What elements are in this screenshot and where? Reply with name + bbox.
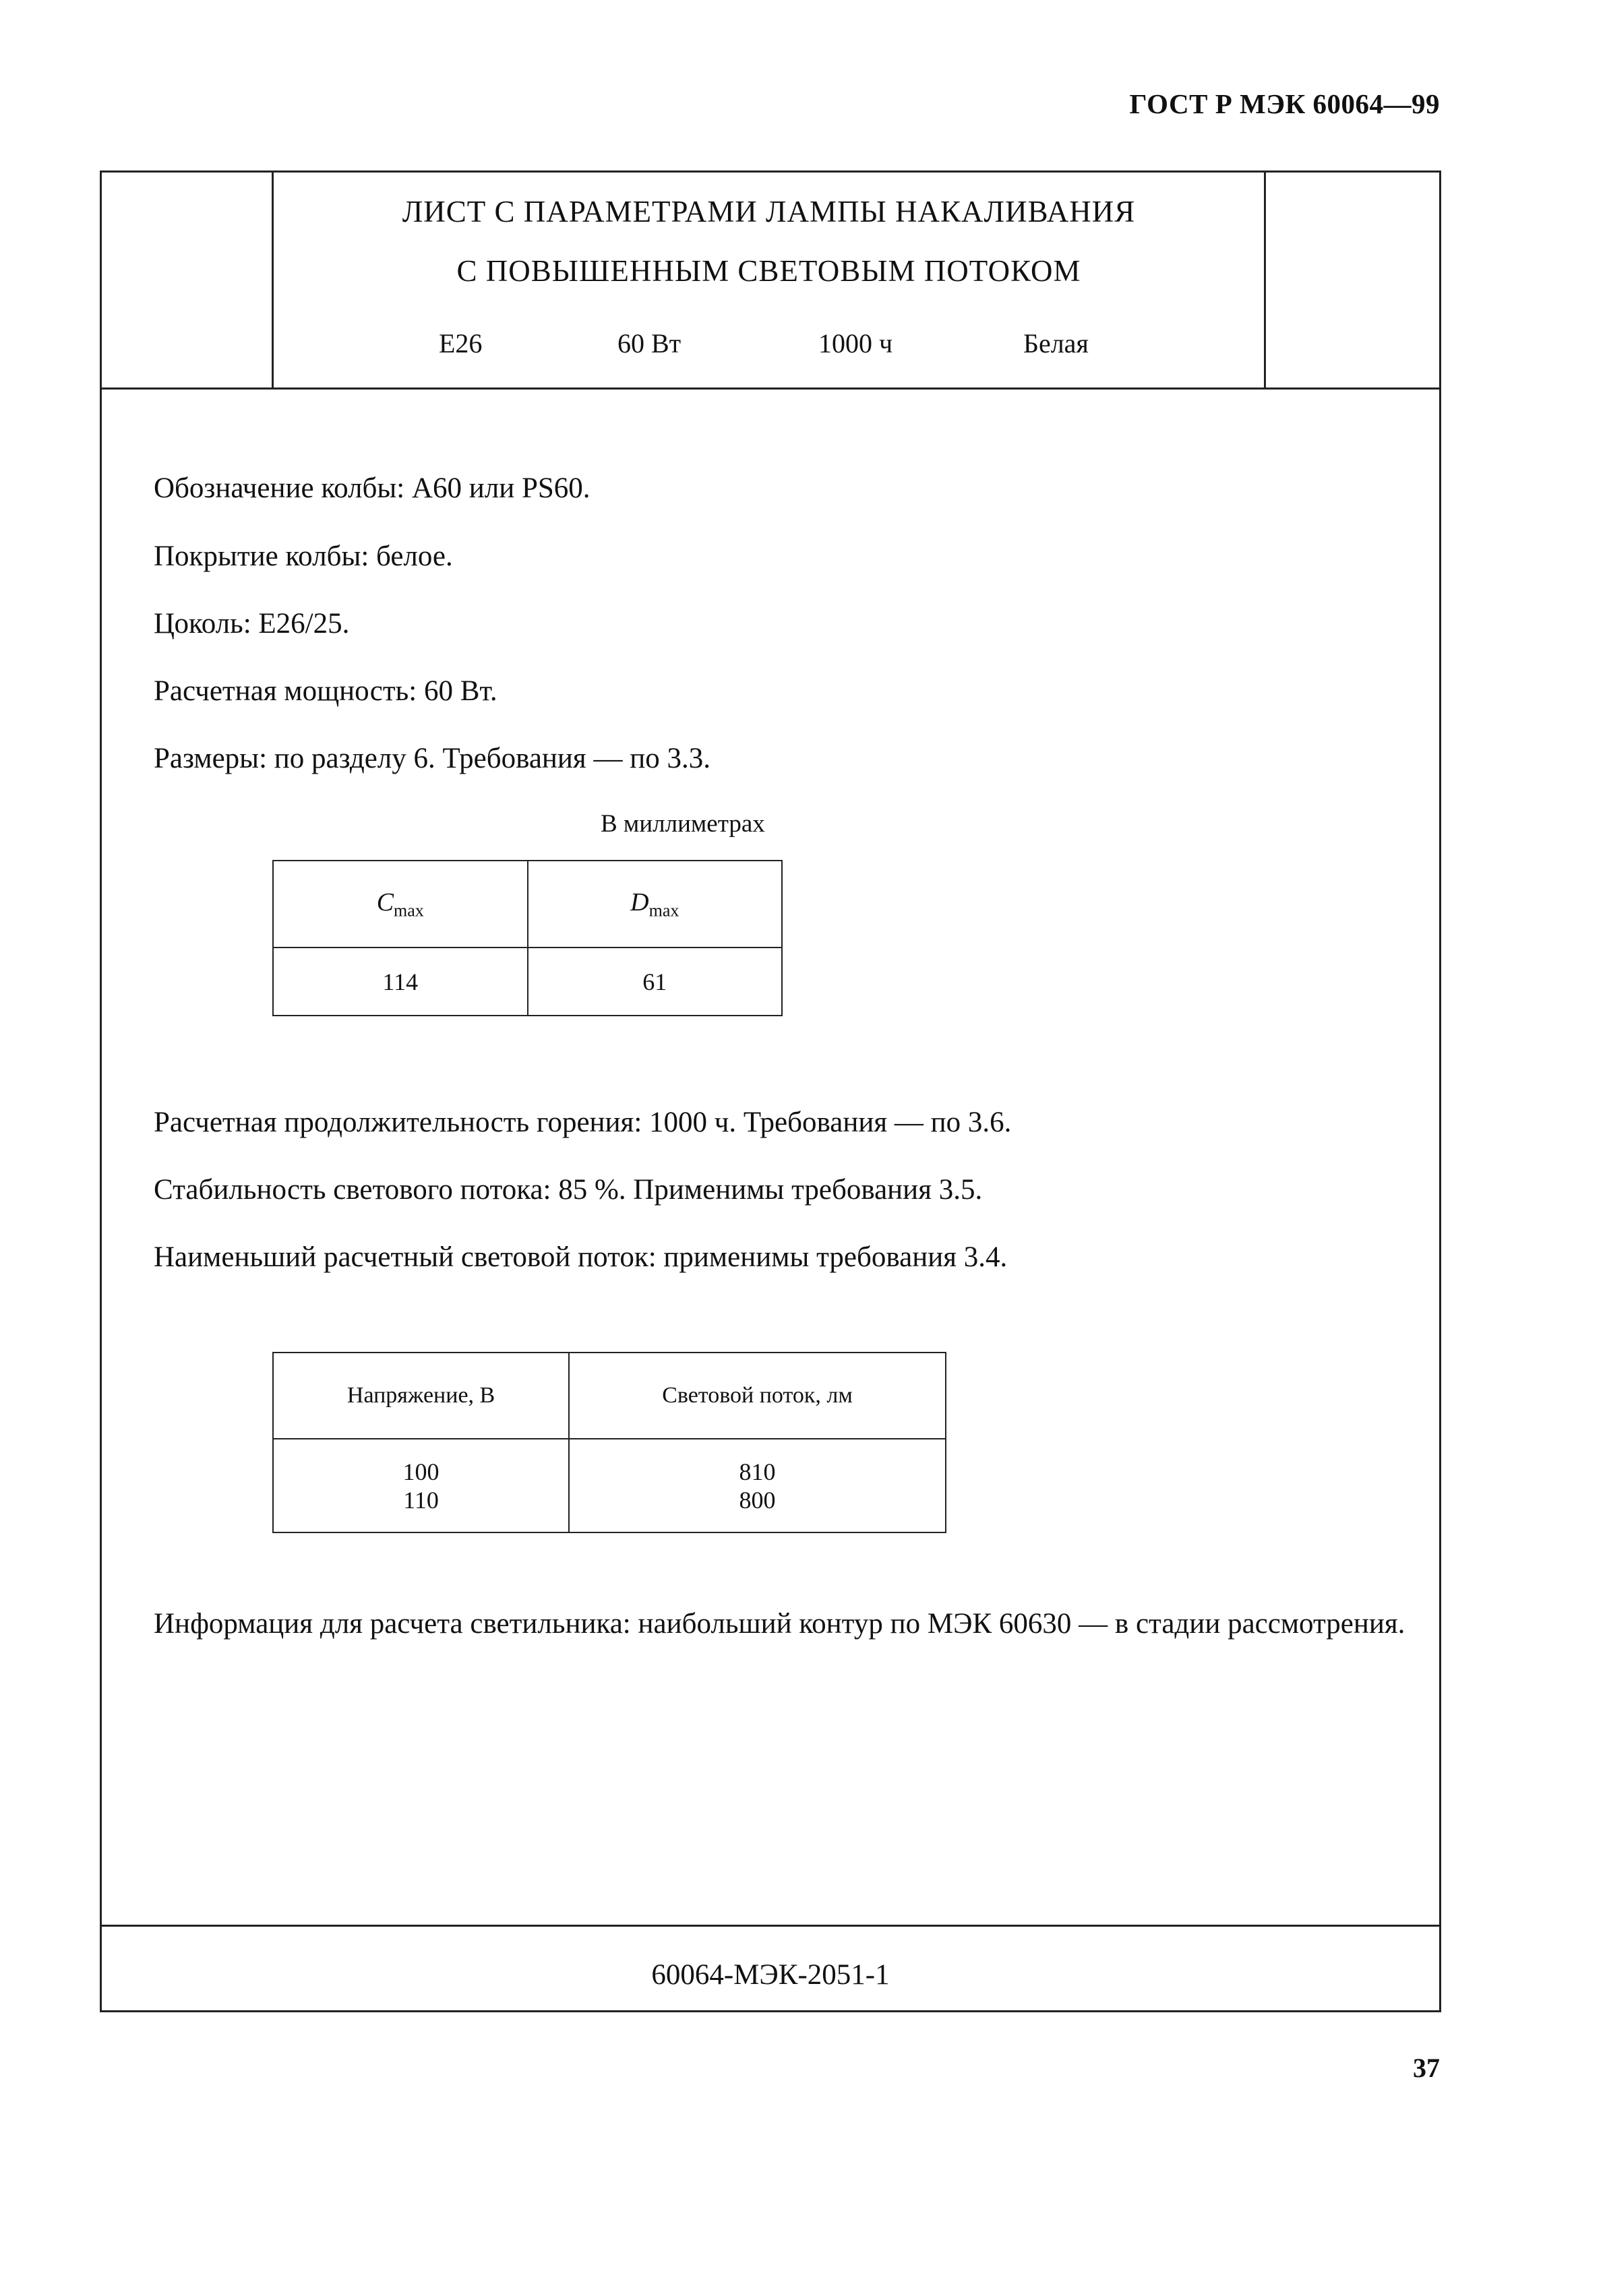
column-header-d-max: $D_{max}$ xyxy=(528,861,783,948)
footer-divider xyxy=(102,1925,1439,1927)
lumen-maintenance: Стабильность светового потока: 85 %. Применимы требования 3.5. xyxy=(154,1174,983,1206)
sheet-code: 60064-МЭК-2051-1 xyxy=(651,1959,890,1991)
sheet-title-line-1: ЛИСТ С ПАРАМЕТРАМИ ЛАМПЫ НАКАЛИВАНИЯ xyxy=(402,195,1136,228)
voltage-value: 110 xyxy=(403,1486,439,1514)
column-header-flux: Световой поток, лм xyxy=(569,1353,946,1439)
cap-type: Цоколь: E26/25. xyxy=(154,608,350,640)
bulb-coating: Покрытие колбы: белое. xyxy=(154,540,453,572)
spec-finish: Белая xyxy=(1023,328,1089,359)
luminaire-design-info: Информация для расчета светильника: наибольший контур по МЭК 60630 — в стадии рассмотрения. xyxy=(154,1608,1405,1640)
luminous-flux-table xyxy=(272,1352,946,1533)
dimensions-requirement: Размеры: по разделу 6. Требования — по 3.3. xyxy=(154,743,710,774)
column-header-voltage: Напряжение, В xyxy=(273,1353,569,1439)
minimum-luminous-flux: Наименьший расчетный световой поток: применимы требования 3.4. xyxy=(154,1241,1008,1273)
units-note: В миллиметрах xyxy=(601,810,765,838)
rated-life: Расчетная продолжительность горения: 1000 ч. Требования — по 3.6. xyxy=(154,1107,1012,1138)
document-code: ГОСТ Р МЭК 60064—99 xyxy=(1129,88,1440,119)
rated-power: Расчетная мощность: 60 Вт. xyxy=(154,675,497,707)
column-header-c-max: $C_{max}$ xyxy=(273,861,528,948)
bulb-designation: Обозначение колбы: А60 или PS60. xyxy=(154,472,590,504)
dimensions-table xyxy=(272,860,783,1016)
voltage-value: 100 xyxy=(402,1458,440,1485)
sheet-header xyxy=(102,173,1439,390)
header-title-block xyxy=(274,173,1264,288)
flux-values xyxy=(569,1439,946,1532)
parameter-sheet-frame xyxy=(100,170,1441,2012)
d-max-value: 61 xyxy=(528,948,783,1016)
sheet-title-line-2: С ПОВЫШЕННЫМ СВЕТОВЫМ ПОТОКОМ xyxy=(456,254,1081,288)
table-row xyxy=(273,1439,946,1532)
table-row xyxy=(273,948,782,1016)
header-right-cell xyxy=(1264,173,1439,387)
spec-cap: E26 xyxy=(439,328,483,359)
table-header-row xyxy=(273,861,782,948)
c-max-value: 114 xyxy=(273,948,528,1016)
table-header-row xyxy=(273,1353,946,1439)
flux-value: 800 xyxy=(739,1486,776,1514)
flux-value: 810 xyxy=(739,1458,776,1485)
spec-life: 1000 ч xyxy=(818,328,893,359)
spec-power: 60 Вт xyxy=(617,328,682,359)
voltage-values xyxy=(273,1439,569,1532)
header-left-cell xyxy=(102,173,274,387)
page-number: 37 xyxy=(1413,2053,1440,2083)
